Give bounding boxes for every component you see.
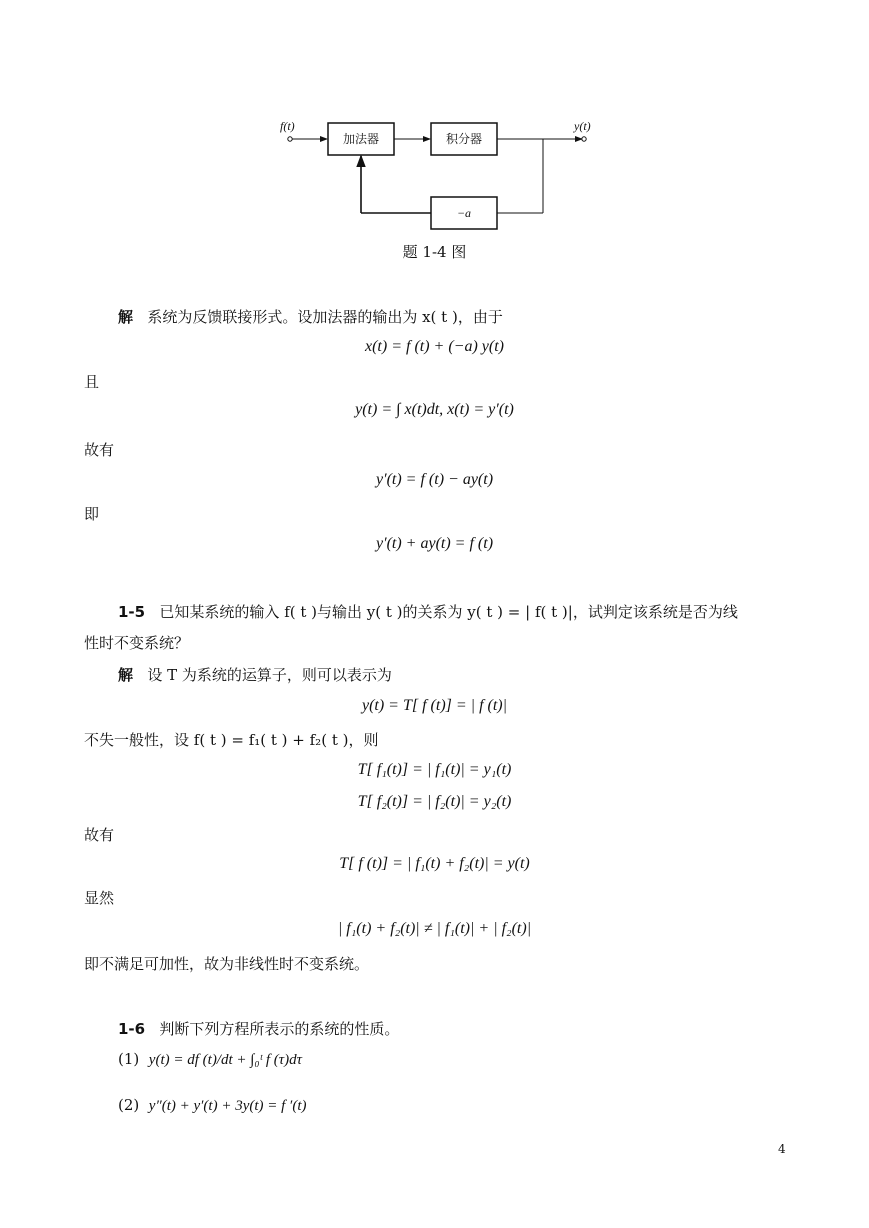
and-label: 且 xyxy=(84,373,100,391)
equation-15-3: T[ f₂(t)] = | f₂(t)| = y₂(t) xyxy=(357,793,512,810)
problem-15-text1: 已知某系统的输入 f( t )与输出 y( t )的关系为 y( t ) = | f( t )|，试判定该系统是否为线 xyxy=(159,603,738,621)
item2-label: (2) xyxy=(118,1096,140,1114)
item2-equation: y″(t) + y′(t) + 3y(t) = f ′(t) xyxy=(148,1098,307,1114)
solution-15-intro-line xyxy=(118,664,392,685)
feedback-label: −a xyxy=(456,206,472,220)
solution-15-intro: 设 T 为系统的运算子，则可以表示为 xyxy=(147,666,392,684)
obviously-label: 显然 xyxy=(84,889,115,907)
output-label: y(t) xyxy=(574,119,591,133)
equation-14-2: y(t) = ∫ x(t)dt, x(t) = y′(t) xyxy=(355,401,514,418)
problem-16-item1 xyxy=(118,1050,302,1069)
solution-14-intro-line xyxy=(118,306,503,327)
equation-14-1: x(t) = f (t) + (−a) y(t) xyxy=(365,338,504,355)
ie-label: 即 xyxy=(84,505,100,523)
problem-16-item2 xyxy=(118,1096,307,1115)
equation-15-1: y(t) = T[ f (t)] = | f (t)| xyxy=(361,697,508,714)
problem-15-text2: 性时不变系统？ xyxy=(84,634,190,652)
equation-14-4: y′(t) + ay(t) = f (t) xyxy=(375,535,494,552)
equation-15-5: | f₁(t) + f₂(t)| ≠ | f₁(t)| + | f₂(t)| xyxy=(337,920,532,937)
problem-16-text: 判断下列方程所表示的系统的性质。 xyxy=(159,1020,400,1038)
integrator-label: 积分器 xyxy=(445,132,483,146)
item1-label: (1) xyxy=(118,1050,140,1068)
conclusion-15: 即不满足可加性，故为非线性时不变系统。 xyxy=(84,955,370,973)
solution-label-15: 解 xyxy=(118,666,134,684)
problem-15-number: 1-5 xyxy=(118,603,146,621)
equation-14-3: y′(t) = f (t) − ay(t) xyxy=(375,471,494,488)
problem-15-line1 xyxy=(118,601,738,622)
input-label: f(t) xyxy=(280,119,295,133)
hence-label-14: 故有 xyxy=(84,441,115,459)
general-statement: 不失一般性，设 f( t ) = f₁( t ) + f₂( t )，则 xyxy=(84,731,379,749)
equation-15-2: T[ f₁(t)] = | f₁(t)| = y₁(t) xyxy=(357,761,512,778)
item1-equation: y(t) = df (t)/dt + ∫₀ᵗ f (τ)dτ xyxy=(148,1052,303,1068)
page-number: 4 xyxy=(778,1142,786,1156)
equation-15-4: T[ f (t)] = | f₁(t) + f₂(t)| = y(t) xyxy=(339,855,530,872)
problem-16-number: 1-6 xyxy=(118,1020,146,1038)
figure-caption: 题 1-4 图 xyxy=(402,243,467,261)
hence-label-15: 故有 xyxy=(84,826,115,844)
solution-label: 解 xyxy=(118,308,134,326)
output-terminal xyxy=(582,137,586,141)
block-diagram xyxy=(270,110,610,230)
adder-label: 加法器 xyxy=(342,132,380,146)
problem-16-line xyxy=(118,1018,399,1039)
solution-14-intro: 系统为反馈联接形式。设加法器的输出为 x( t )，由于 xyxy=(147,308,503,326)
input-terminal xyxy=(288,137,292,141)
